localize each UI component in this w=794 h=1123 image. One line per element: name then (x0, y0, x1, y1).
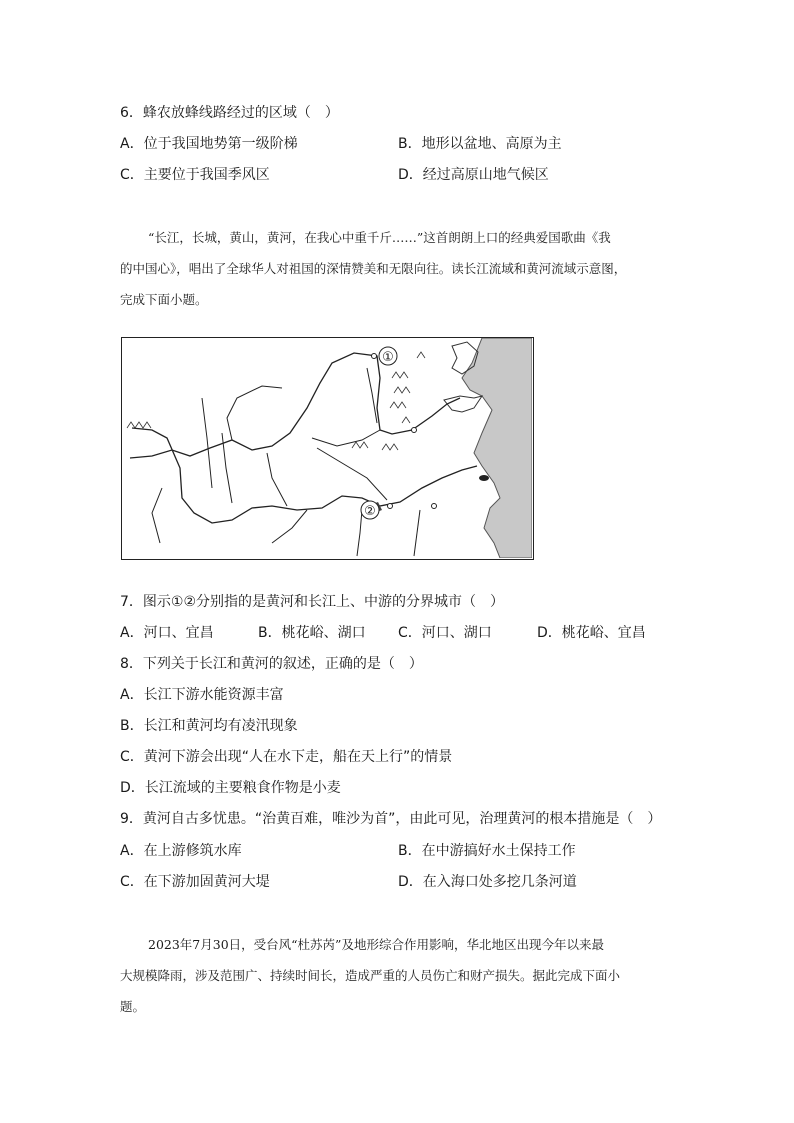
passage2-line-1: 2023年7月30日，受台风“杜苏芮”及地形综合作用影响，华北地区出现今年以来最 (148, 937, 604, 952)
q9-stem: 9．黄河自古多忧患。“治黄百难，唯沙为首”，由此可见，治理黄河的根本措施是（ ） (120, 811, 662, 827)
jialing-river (267, 453, 287, 506)
q6-stem: 6．蜂农放蜂线路经过的区域（ ） (120, 105, 339, 121)
marker-2-label: ② (364, 504, 376, 519)
wei-river (312, 430, 380, 446)
q9-option-a[interactable]: A．在上游修筑水库 (120, 843, 242, 859)
q9-option-d[interactable]: D．在入海口处多挖几条河道 (398, 874, 577, 890)
min-river (222, 433, 232, 503)
passage2-line-2: 大规模降雨，涉及范围广、持续时间长，造成严重的人员伤亡和财产损失。据此完成下面小 (120, 968, 621, 983)
q6-option-c[interactable]: C．主要位于我国季风区 (120, 167, 270, 183)
q7-option-c[interactable]: C．河口、湖口 (398, 625, 492, 641)
sea-area (462, 338, 532, 558)
chongming-island (479, 475, 489, 481)
tributary-west (227, 386, 282, 440)
city-dot-3 (388, 504, 393, 509)
passage1-line-3: 完成下面小题。 (120, 292, 208, 307)
han-river (317, 448, 387, 500)
q8-option-c[interactable]: C．黄河下游会出现“人在水下走，船在天上行”的情景 (120, 749, 453, 765)
q7-option-a[interactable]: A．河口、宜昌 (120, 625, 214, 641)
wu-river (272, 510, 307, 543)
gan-river (414, 510, 420, 556)
q8-option-a[interactable]: A．长江下游水能资源丰富 (120, 687, 284, 703)
mountains (127, 352, 425, 450)
city-dot-1 (372, 354, 377, 359)
marker-1-label: ① (382, 350, 394, 365)
xiang-river (357, 510, 362, 556)
q6-option-b[interactable]: B．地形以盆地、高原为主 (398, 136, 562, 152)
city-dot-4 (432, 504, 437, 509)
q7-stem: 7．图示①②分别指的是黄河和长江上、中游的分界城市（ ） (120, 594, 505, 610)
passage2-line-3: 题。 (120, 999, 146, 1014)
river-basin-map-svg (122, 338, 532, 558)
fen-river (367, 368, 377, 423)
passage1-line-1: “长江，长城，黄山，黄河，在我心中重千斤……”这首朗朗上口的经典爱国歌曲《我 (148, 230, 611, 245)
q8-stem: 8．下列关于长江和黄河的叙述，正确的是（ ） (120, 656, 423, 672)
q6-option-a[interactable]: A．位于我国地势第一级阶梯 (120, 136, 298, 152)
q8-option-b[interactable]: B．长江和黄河均有凌汛现象 (120, 718, 298, 734)
q7-option-d[interactable]: D．桃花峪、宜昌 (537, 625, 646, 641)
city-dot-2 (412, 428, 417, 433)
q7-option-b[interactable]: B．桃花峪、湖口 (258, 625, 366, 641)
yellow-river (130, 353, 460, 458)
q9-option-b[interactable]: B．在中游搞好水土保持工作 (398, 843, 576, 859)
river-basin-map (121, 337, 534, 560)
q9-option-c[interactable]: C．在下游加固黄河大堤 (120, 874, 270, 890)
yalong-river (202, 398, 212, 488)
q6-option-d[interactable]: D．经过高原山地气候区 (398, 167, 549, 183)
shandong-peninsula (444, 396, 482, 412)
jinsha-river (152, 488, 162, 543)
passage1-line-2: 的中国心》，唱出了全球华人对祖国的深情赞美和无限向往。读长江流域和黄河流域示意图， (120, 261, 627, 276)
yangtze-river (132, 428, 477, 523)
q8-option-d[interactable]: D．长江流域的主要粮食作物是小麦 (120, 780, 341, 796)
